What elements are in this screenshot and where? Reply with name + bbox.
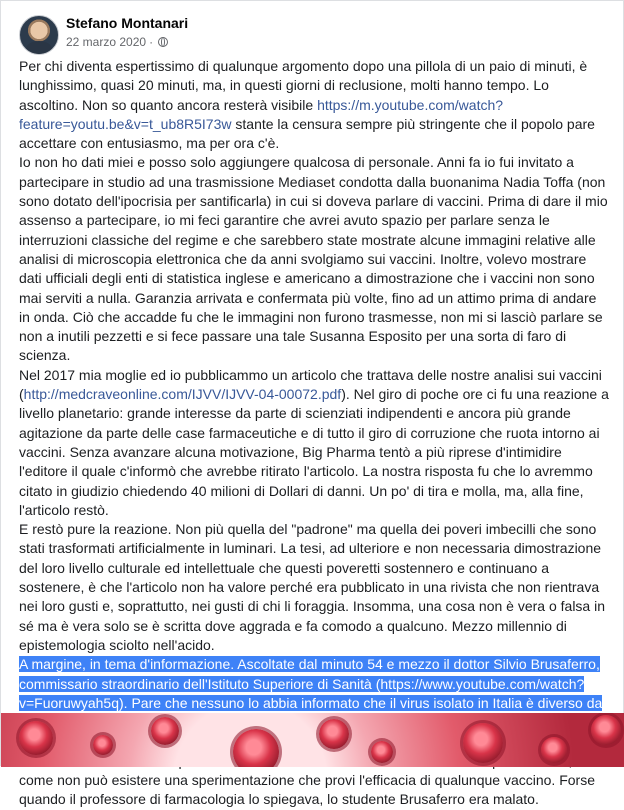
date-separator: · <box>149 35 154 49</box>
paragraph-2: Io non ho dati miei e posso solo aggiungere qualcosa di personale. Anni fa io fui invitato a partecipare in studio ad una trasmissione Mediaset condotta dalla buonanima Nadia Toffa (non sono dotato dell'ipocrisia per santificarla) in cui si doveva parlare di vaccini. Prima di dare il mio assenso a partecipare, io mi feci garantire che avrei avuto spazio per parlare senza le interruzioni classiche del regime e che sarebbero state mostrate alcune immagini relative alle analisi di microscopia elettronica che da anni svolgiamo sui vaccini. Inoltre, volevo mostrare dati ufficiali degli enti di statistica inglese e americano a dimostrazione che i vaccini non sono mai serviti a nulla. Garanzia arrivata e confermata più volte, fino ad un attimo prima di andare in onda. Ciò che accadde fu che le immagini non furono trasmesse, non mi si lasciò parlare se non a inutili pezzetti e si fece passare una tale Susanna Esposito per una sorta di faro di scienza. <box>19 154 608 364</box>
paragraph-1-text-a: Per chi diventa espertissimo di qualunque argomento dopo una pillola di un paio di minuti, è lunghissimo, quasi 20 minuti, ma, in questi giorni di reclusione, molti hanno tempo. Lo ascoltino. Non so quanto ancora resterà visibile <box>19 58 588 113</box>
selected-text-a: A margine, in tema d'informazione. Ascoltate dal minuto 54 e mezzo il dottor Silvio Brusaferro, commissario straordinario dell'Istituto Superiore di Sanità ( <box>19 656 600 692</box>
virus-particle <box>463 723 503 763</box>
post-body <box>19 57 609 810</box>
paragraph-5-text-rest: come non può esistere una sperimentazione che provi l'efficacia di qualunque vaccino. Forse quando il professore di farmacologia lo spiegava, lo studente Brusaferro era malato. <box>19 771 595 808</box>
paragraph-4: E restò pure la reazione. Non più quella del "padrone" ma quella dei poveri imbecilli che sono stati trasformati artificialmente in luminari. La tesi, ad ulteriore e non necessaria dimostrazione del loro livello culturale ed intellettuale che questi poveretti sostennero e continuano a sostenere, è che l'articolo non ha valore perché era pubblicato in una rivista che non rientrava nei loro gusti e, soprattutto, nei gusti di chi li foraggia. Insomma, una cosa non è vera o falsa in sé ma è vera solo se è scritta dove aggrada e fa comodo a qualcuno. Mezzo millennio di epistemologia sciolto nell'acido. <box>19 521 605 653</box>
virus-particle <box>591 715 621 745</box>
post-date[interactable]: 22 marzo 2020 <box>66 35 147 49</box>
globe-icon[interactable] <box>158 37 168 47</box>
post-meta <box>66 35 168 49</box>
virus-particle <box>151 717 179 745</box>
author-name[interactable]: Stefano Montanari <box>66 15 189 31</box>
youtube-link-1[interactable]: https://m.youtube.com/watch?feature=youtu.be&v=t_ub8R5I73w <box>19 96 504 132</box>
paragraph-3-text-b: ). Nel giro di poche ore ci fu una reazione a livello planetario: grande interesse da parte di scienziati indipendenti e ancora più grande agitazione da parte delle case farmaceutiche e di tutto il giro di corruzione che ruota intorno ai vaccini. Senza avanzare alcuna motivazione, Big Pharma tentò a più riprese d'intimidire l'editore il quale c'informò che avrebbe ritirato l'articolo. La nostra risposta fu che lo avremmo citato in giudizio chiedendo 40 milioni di Dollari di danni. Un po' di tira e molla, ma, alla fine, l'articolo restò. <box>19 386 609 518</box>
virus-particle <box>541 737 567 763</box>
paragraph-1-text-b: stante la censura sempre più stringente che il popolo pare accettare con entusiasmo, ma per ora c'è. <box>19 115 595 152</box>
virus-particle <box>319 719 349 749</box>
paragraph-3 <box>19 366 609 520</box>
youtube-link-2[interactable]: https://www.youtube.com/watch?v=Fuoruwyah5q <box>19 675 585 711</box>
virus-particle <box>93 735 113 755</box>
post-image[interactable] <box>1 713 624 767</box>
virus-particle <box>233 729 279 767</box>
medcrave-link[interactable]: http://medcraveonline.com/IJVV/IJVV-04-00072.pdf <box>23 386 342 403</box>
selected-text-b: ). Pare che nessuno lo abbia informato che il virus isolato in Italia è diverso da <box>119 694 603 711</box>
avatar[interactable] <box>19 15 59 55</box>
virus-particle <box>371 741 393 763</box>
virus-particle <box>19 721 53 755</box>
paragraph-1 <box>19 57 609 153</box>
paragraph-3-text-a: Nel 2017 mia moglie ed io pubblicammo un articolo che trattava delle nostre analisi sui vaccini ( <box>19 366 602 403</box>
